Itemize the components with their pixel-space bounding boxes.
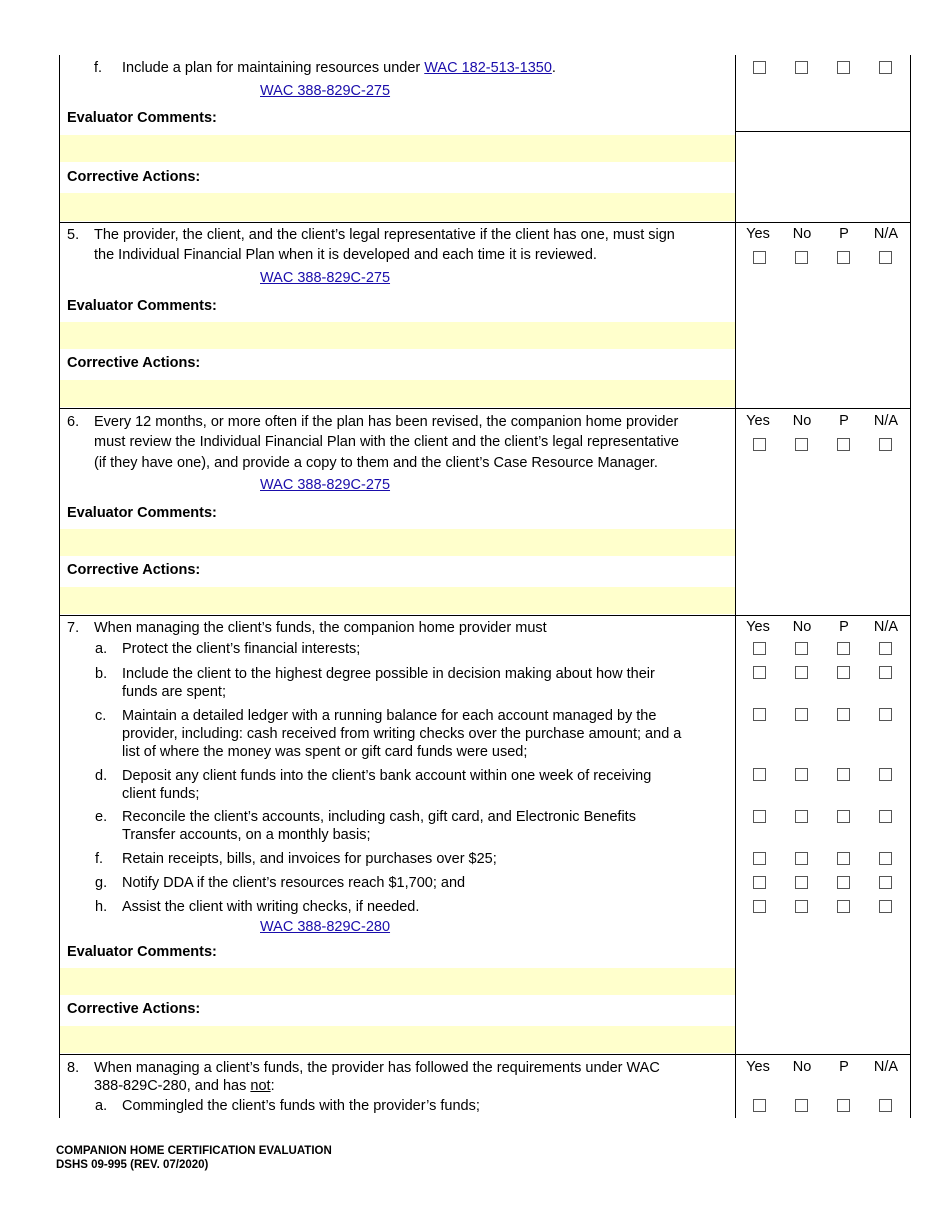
- checkbox-yes[interactable]: [753, 438, 766, 451]
- item8-text-line: [94, 1077, 275, 1095]
- item8-a-text: Commingled the client’s funds with the provider’s funds;: [122, 1098, 480, 1114]
- header-p: P: [839, 226, 849, 242]
- wac-link[interactable]: WAC 182-513-1350: [424, 60, 552, 76]
- wac-link[interactable]: WAC 388-829C-280: [260, 919, 391, 935]
- checkbox-yes[interactable]: [753, 666, 766, 679]
- item7-intro: When managing the client’s funds, the companion home provider must: [94, 620, 547, 636]
- checkbox-yes[interactable]: [753, 768, 766, 781]
- checkbox-p[interactable]: [837, 852, 850, 865]
- checkbox-na[interactable]: [879, 900, 892, 913]
- item7-c-label: c.: [95, 708, 107, 724]
- row-separator: [59, 222, 911, 223]
- row-separator: [735, 131, 911, 132]
- corrective-actions-label: Corrective Actions:: [67, 169, 201, 185]
- row-separator: [59, 1054, 911, 1055]
- evaluator-comments-label: Evaluator Comments:: [67, 110, 217, 126]
- item7-d-text: client funds;: [122, 786, 200, 802]
- checkbox-no[interactable]: [795, 876, 808, 889]
- checkbox-yes[interactable]: [753, 900, 766, 913]
- header-p: P: [839, 619, 849, 635]
- evaluator-comments-field-6[interactable]: [60, 529, 735, 556]
- checkbox-p[interactable]: [837, 438, 850, 451]
- checkbox-p[interactable]: [837, 810, 850, 823]
- item8-a-label: a.: [95, 1098, 108, 1114]
- corrective-actions-label: Corrective Actions:: [67, 562, 201, 578]
- item5-text-line: The provider, the client, and the client’s legal representative if the client has one, must sign: [94, 227, 675, 243]
- checkbox-no[interactable]: [795, 1099, 808, 1112]
- wac-link[interactable]: WAC 388-829C-275: [260, 477, 391, 493]
- item7-d-text: Deposit any client funds into the client’s bank account within one week of receiving: [122, 768, 652, 784]
- checkbox-na[interactable]: [879, 61, 892, 74]
- checkbox-p[interactable]: [837, 642, 850, 655]
- corrective-actions-field-5[interactable]: [60, 380, 735, 407]
- item8-not-emphasis: not: [250, 1078, 271, 1094]
- item5-text-line: the Individual Financial Plan when it is developed and each time it is reviewed.: [94, 247, 597, 263]
- corrective-actions-field-4[interactable]: [60, 193, 735, 221]
- table-right-border: [910, 55, 911, 1118]
- checkbox-p[interactable]: [837, 666, 850, 679]
- checkbox-na[interactable]: [879, 852, 892, 865]
- header-yes: Yes: [746, 413, 770, 429]
- checkbox-no[interactable]: [795, 768, 808, 781]
- item8-line2-colon: :: [270, 1078, 275, 1094]
- item7-h-text: Assist the client with writing checks, if needed.: [122, 899, 420, 915]
- checkbox-na[interactable]: [879, 810, 892, 823]
- checkbox-na[interactable]: [879, 768, 892, 781]
- checkbox-no[interactable]: [795, 61, 808, 74]
- header-no: No: [792, 619, 812, 635]
- item7-b-text: Include the client to the highest degree possible in decision making about how their: [122, 666, 655, 682]
- header-yes: Yes: [746, 619, 770, 635]
- checkbox-yes[interactable]: [753, 1099, 766, 1112]
- checkbox-na[interactable]: [879, 666, 892, 679]
- checkbox-na[interactable]: [879, 251, 892, 264]
- item7-c-text: provider, including: cash received from writing checks over the purchase amount; and a: [122, 726, 682, 742]
- item7-f-text: Retain receipts, bills, and invoices for purchases over $25;: [122, 851, 497, 867]
- corrective-actions-label: Corrective Actions:: [67, 1001, 201, 1017]
- checkbox-na[interactable]: [879, 876, 892, 889]
- checkbox-na[interactable]: [879, 1099, 892, 1112]
- checkbox-no[interactable]: [795, 900, 808, 913]
- wac-link[interactable]: WAC 388-829C-275: [260, 83, 391, 99]
- item8-number: 8.: [67, 1060, 80, 1076]
- item7-h-label: h.: [95, 899, 108, 915]
- item4-f-label: f.: [94, 60, 103, 76]
- item7-b-text: funds are spent;: [122, 684, 226, 700]
- header-no: No: [792, 226, 812, 242]
- checkbox-yes[interactable]: [753, 810, 766, 823]
- checkbox-na[interactable]: [879, 708, 892, 721]
- header-yes: Yes: [746, 1059, 770, 1075]
- checkbox-no[interactable]: [795, 666, 808, 679]
- checkbox-no[interactable]: [795, 810, 808, 823]
- checkbox-yes[interactable]: [753, 876, 766, 889]
- evaluator-comments-field-4[interactable]: [60, 135, 735, 162]
- checkbox-p[interactable]: [837, 708, 850, 721]
- corrective-actions-field-6[interactable]: [60, 587, 735, 614]
- checkbox-p[interactable]: [837, 1099, 850, 1112]
- evaluator-comments-label: Evaluator Comments:: [67, 298, 217, 314]
- item6-text-line: (if they have one), and provide a copy to them and the client’s Case Resource Manager.: [94, 455, 658, 471]
- checkbox-p[interactable]: [837, 61, 850, 74]
- header-na: N/A: [873, 413, 899, 429]
- checkbox-na[interactable]: [879, 642, 892, 655]
- checkbox-na[interactable]: [879, 438, 892, 451]
- corrective-actions-field-7[interactable]: [60, 1026, 735, 1053]
- item8-line2-start: 388-829C-280, and has: [94, 1078, 251, 1094]
- checkbox-p[interactable]: [837, 768, 850, 781]
- evaluator-comments-label: Evaluator Comments:: [67, 944, 217, 960]
- item7-g-text: Notify DDA if the client’s resources reach $1,700; and: [122, 875, 466, 891]
- wac-link[interactable]: WAC 388-829C-275: [260, 270, 391, 286]
- item4-f-text: [122, 59, 556, 77]
- item7-e-text: Transfer accounts, on a monthly basis;: [122, 827, 371, 843]
- header-no: No: [792, 413, 812, 429]
- item7-a-label: a.: [95, 641, 108, 657]
- item4-f-period: .: [551, 60, 556, 76]
- item6-text-line: must review the Individual Financial Plan with the client and the client’s legal representative: [94, 434, 679, 450]
- item7-a-text: Protect the client’s financial interests;: [122, 641, 361, 657]
- item7-e-text: Reconcile the client’s accounts, including cash, gift card, and Electronic Benefits: [122, 809, 636, 825]
- item6-number: 6.: [67, 414, 80, 430]
- checkbox-p[interactable]: [837, 900, 850, 913]
- checkbox-yes[interactable]: [753, 708, 766, 721]
- header-na: N/A: [873, 1059, 899, 1075]
- item7-g-label: g.: [95, 875, 108, 891]
- checkbox-no[interactable]: [795, 708, 808, 721]
- evaluator-comments-field-5[interactable]: [60, 322, 735, 349]
- header-yes: Yes: [746, 226, 770, 242]
- checkbox-p[interactable]: [837, 251, 850, 264]
- checkbox-no[interactable]: [795, 852, 808, 865]
- header-na: N/A: [873, 619, 899, 635]
- table-divider: [735, 55, 736, 1118]
- checkbox-p[interactable]: [837, 876, 850, 889]
- item5-number: 5.: [67, 227, 80, 243]
- item4-f-body: Include a plan for maintaining resources under: [122, 60, 421, 76]
- evaluator-comments-label: Evaluator Comments:: [67, 505, 217, 521]
- footer-form-number: DSHS 09-995 (REV. 07/2020): [56, 1159, 209, 1171]
- item8-text-line: When managing a client’s funds, the provider has followed the requirements under WAC: [94, 1060, 660, 1076]
- corrective-actions-label: Corrective Actions:: [67, 355, 201, 371]
- footer-form-title: COMPANION HOME CERTIFICATION EVALUATION: [56, 1145, 332, 1157]
- item6-text-line: Every 12 months, or more often if the plan has been revised, the companion home provider: [94, 414, 679, 430]
- checkbox-no[interactable]: [795, 251, 808, 264]
- header-p: P: [839, 413, 849, 429]
- item7-d-label: d.: [95, 768, 108, 784]
- item7-c-text: Maintain a detailed ledger with a running balance for each account managed by the: [122, 708, 657, 724]
- checkbox-yes[interactable]: [753, 61, 766, 74]
- item7-b-label: b.: [95, 666, 108, 682]
- checkbox-yes[interactable]: [753, 251, 766, 264]
- evaluator-comments-field-7[interactable]: [60, 968, 735, 995]
- header-na: N/A: [873, 226, 899, 242]
- row-separator: [59, 408, 911, 409]
- checkbox-no[interactable]: [795, 642, 808, 655]
- header-no: No: [792, 1059, 812, 1075]
- checkbox-yes[interactable]: [753, 642, 766, 655]
- checkbox-no[interactable]: [795, 438, 808, 451]
- item7-c-text: list of where the money was spent or gift card funds were used;: [122, 744, 528, 760]
- checkbox-yes[interactable]: [753, 852, 766, 865]
- item7-f-label: f.: [95, 851, 104, 867]
- header-p: P: [839, 1059, 849, 1075]
- item7-number: 7.: [67, 620, 80, 636]
- item7-e-label: e.: [95, 809, 108, 825]
- row-separator: [59, 615, 911, 616]
